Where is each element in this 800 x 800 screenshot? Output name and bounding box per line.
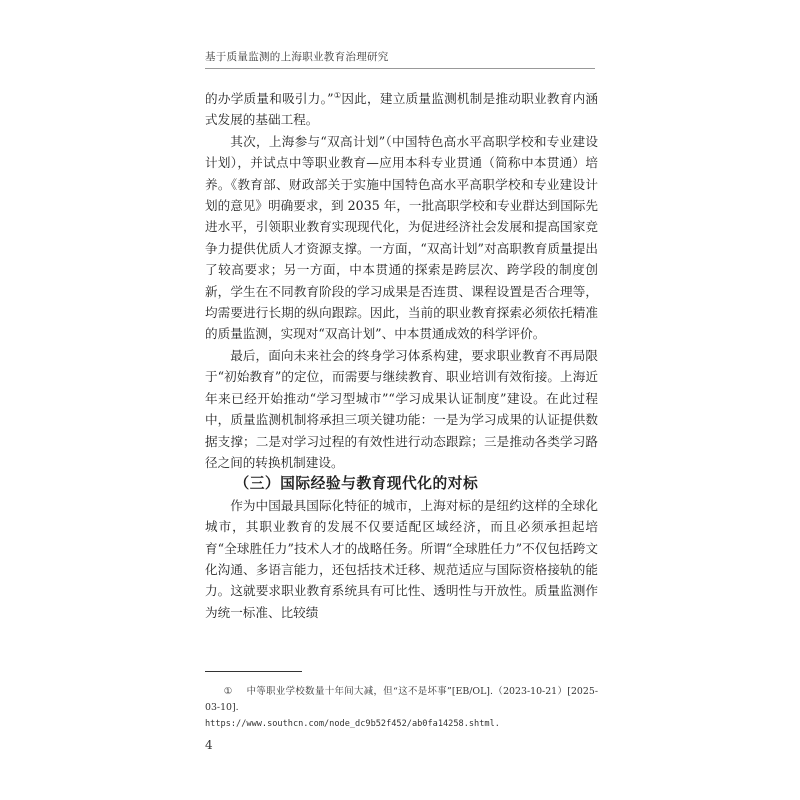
footnote-ref-1[interactable]: ① (333, 90, 342, 100)
footnote-url[interactable]: https://www.southcn.com/node_dc9b52f452/ab0fa14258.shtml. (205, 719, 500, 729)
header-rule (205, 68, 595, 69)
page-number: 4 (205, 738, 213, 752)
paragraph-4: 作为中国最具国际化特征的城市，上海对标的是纽约这样的全球化城市，其职业教育的发展不仅要适配区域经济，而且必须承担起培育“全球胜任力”技术人才的战略任务。所谓“全球胜任力”不仅包括跨文化沟通、多语言能力，还包括技术迁移、规范适应与国际资格接轨的能力。这就要求职业教育系统具有可比性、透明性与开放性。质量监测作为统一标准、比较绩 (205, 497, 598, 620)
paragraph-1-end: 因此，建立质量监测机制是推动职业教育内涵式发展的基础工程。 (205, 91, 599, 128)
running-header: 基于质量监测的上海职业教育治理研究 (205, 51, 389, 63)
body-text (205, 88, 598, 623)
footnote-marker: ① (223, 686, 233, 697)
section-heading: （三）国际经验与教育现代化的对标 (234, 475, 479, 493)
footnote-line (205, 684, 598, 716)
paragraph-1 (205, 88, 598, 131)
paragraph-2: 其次，上海参与“双高计划”（中国特色高水平高职学校和专业建设计划），并试点中等职业教育—应用本科专业贯通（简称中本贯通）培养。《教育部、财政部关于实施中国特色高水平高职学校和专业建设计划的意见》明确要求，到 2035 年，一批高职学校和专业群达到国际先进水平，引领职业教育实现现代化，为促进经济社会发展和提高国家竞争力提供优质人才资源支撑。一方面，“双高计划”对高职教育质量提出了较高要求；另一方面，中本贯通的探索是跨层次、跨学段的制度创新，学生在不同教育阶段的学习成果是否连贯、课程设置是否合理等，均需要进行长期的纵向跟踪。因此，当前的职业教育探索必须依托精准的质量监测，实现对“双高计划”、中本贯通成效的科学评价。 (205, 133, 598, 342)
paragraph-3: 最后，面向未来社会的终身学习体系构建，要求职业教育不再局限于“初始教育”的定位，而需要与继续教育、职业培训有效衔接。上海近年来已经开始推动“学习型城市”“学习成果认证制度”建设。在此过程中，质量监测机制将承担三项关键功能：一是为学习成果的认证提供数据支撑；二是对学习过程的有效性进行动态跟踪；三是推动各类学习路径之间的转换机制建设。 (205, 347, 598, 470)
footnote (205, 684, 598, 732)
footnote-rule (205, 671, 302, 672)
paragraph-1-start: 的办学质量和吸引力。” (205, 91, 334, 106)
footnote-text: 中等职业学校数量十年间大减，但“这不是坏事”[EB/OL].（2023-10-21）[2025-03-10]. (205, 686, 598, 713)
